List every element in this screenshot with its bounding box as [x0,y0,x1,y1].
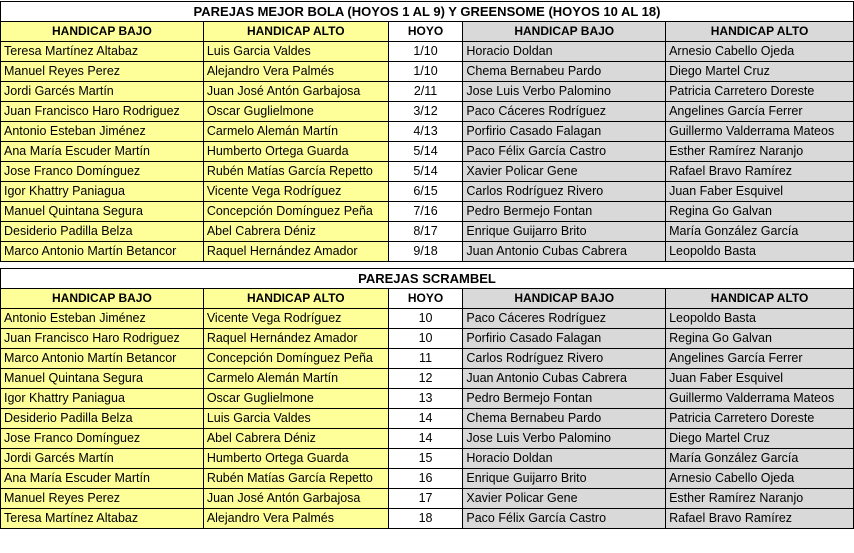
cell-hoyo[interactable]: 10 [388,329,463,349]
header-handicap-bajo-left[interactable]: HANDICAP BAJO [1,289,204,309]
cell-hoyo[interactable]: 14 [388,429,463,449]
cell-hoyo[interactable]: 7/16 [388,202,463,222]
cell-handicap-alto-left[interactable]: Concepción Domínguez Peña [203,202,388,222]
cell-hoyo[interactable]: 1/10 [388,62,463,82]
cell-handicap-bajo-right[interactable]: Jose Luis Verbo Palomino [463,82,666,102]
cell-handicap-bajo-right[interactable]: Juan Antonio Cubas Cabrera [463,369,666,389]
header-handicap-alto-left[interactable]: HANDICAP ALTO [203,289,388,309]
table-row [1,369,854,389]
section-scrambel-title[interactable]: PAREJAS SCRAMBEL [1,269,854,289]
header-hoyo[interactable]: HOYO [388,22,463,42]
cell-handicap-bajo-left[interactable]: Ana María Escuder Martín [1,469,204,489]
table-row [1,329,854,349]
cell-handicap-bajo-right[interactable]: Porfirio Casado Falagan [463,122,666,142]
cell-handicap-bajo-right[interactable]: Chema Bernabeu Pardo [463,62,666,82]
cell-handicap-alto-left[interactable]: Alejandro Vera Palmés [203,509,388,529]
cell-hoyo[interactable]: 6/15 [388,182,463,202]
cell-handicap-bajo-left[interactable]: Ana María Escuder Martín [1,142,204,162]
cell-handicap-alto-left[interactable]: Luis Garcia Valdes [203,409,388,429]
cell-handicap-bajo-right[interactable]: Carlos Rodríguez Rivero [463,349,666,369]
cell-handicap-alto-left[interactable]: Raquel Hernández Amador [203,329,388,349]
cell-handicap-bajo-left[interactable]: Manuel Quintana Segura [1,202,204,222]
cell-handicap-alto-left[interactable]: Juan José Antón Garbajosa [203,489,388,509]
cell-handicap-bajo-left[interactable]: Igor Khattry Paniagua [1,389,204,409]
table-row [1,429,854,449]
cell-handicap-bajo-left[interactable]: Manuel Quintana Segura [1,369,204,389]
cell-handicap-alto-right[interactable]: María González García [666,222,854,242]
table-row [1,142,854,162]
cell-handicap-alto-left[interactable]: Abel Cabrera Déniz [203,429,388,449]
cell-handicap-alto-right[interactable]: Rafael Bravo Ramírez [666,162,854,182]
cell-hoyo[interactable]: 8/17 [388,222,463,242]
cell-handicap-alto-left[interactable]: Humberto Ortega Guarda [203,449,388,469]
cell-handicap-alto-left[interactable]: Rubén Matías García Repetto [203,469,388,489]
cell-handicap-bajo-right[interactable]: Paco Cáceres Rodríguez [463,309,666,329]
cell-hoyo[interactable]: 18 [388,509,463,529]
cell-handicap-bajo-left[interactable]: Marco Antonio Martín Betancor [1,349,204,369]
cell-handicap-bajo-right[interactable]: Enrique Guijarro Brito [463,469,666,489]
cell-handicap-bajo-right[interactable]: Paco Cáceres Rodríguez [463,102,666,122]
header-handicap-alto-right[interactable]: HANDICAP ALTO [666,289,854,309]
table-row [1,202,854,222]
spacer-row [1,262,854,269]
cell-handicap-alto-right[interactable]: Juan Faber Esquivel [666,182,854,202]
table-row [1,182,854,202]
cell-handicap-bajo-left[interactable]: Jose Franco Domínguez [1,429,204,449]
cell-hoyo[interactable]: 10 [388,309,463,329]
table-row [1,309,854,329]
section-mejor-bola-title[interactable]: PAREJAS MEJOR BOLA (HOYOS 1 AL 9) Y GREENSOME (HOYOS 10 AL 18) [1,2,854,22]
cell-handicap-bajo-left[interactable]: Marco Antonio Martín Betancor [1,242,204,262]
cell-handicap-bajo-left[interactable]: Teresa Martínez Altabaz [1,509,204,529]
cell-handicap-bajo-right[interactable]: Jose Luis Verbo Palomino [463,429,666,449]
cell-hoyo[interactable]: 4/13 [388,122,463,142]
table-row [1,349,854,369]
cell-handicap-bajo-left[interactable]: Desiderio Padilla Belza [1,409,204,429]
cell-handicap-bajo-left[interactable]: Manuel Reyes Perez [1,62,204,82]
section-mejor-bola-header-row [1,22,854,42]
table-row [1,409,854,429]
cell-hoyo[interactable]: 15 [388,449,463,469]
header-handicap-bajo-right[interactable]: HANDICAP BAJO [463,289,666,309]
cell-handicap-bajo-left[interactable]: Jose Franco Domínguez [1,162,204,182]
table-row [1,489,854,509]
cell-handicap-bajo-left[interactable]: Juan Francisco Haro Rodriguez [1,329,204,349]
table-row [1,242,854,262]
cell-hoyo[interactable]: 13 [388,389,463,409]
cell-handicap-bajo-left[interactable]: Jordi Garcés Martín [1,82,204,102]
header-hoyo[interactable]: HOYO [388,289,463,309]
cell-handicap-bajo-left[interactable]: Teresa Martínez Altabaz [1,42,204,62]
cell-handicap-alto-right[interactable]: Esther Ramírez Naranjo [666,489,854,509]
cell-handicap-alto-left[interactable]: Humberto Ortega Guarda [203,142,388,162]
table-row [1,222,854,242]
header-handicap-bajo-right[interactable]: HANDICAP BAJO [463,22,666,42]
cell-handicap-alto-right[interactable]: Regina Go Galvan [666,202,854,222]
cell-handicap-alto-left[interactable]: Vicente Vega Rodríguez [203,309,388,329]
cell-handicap-alto-right[interactable]: Rafael Bravo Ramírez [666,509,854,529]
table-row [1,389,854,409]
cell-handicap-bajo-right[interactable]: Pedro Bermejo Fontan [463,202,666,222]
section-scrambel-title-row [1,269,854,289]
cell-handicap-bajo-left[interactable]: Juan Francisco Haro Rodriguez [1,102,204,122]
cell-handicap-alto-right[interactable]: Guillermo Valderrama Mateos [666,122,854,142]
cell-handicap-alto-right[interactable]: Patricia Carretero Doreste [666,82,854,102]
cell-handicap-alto-left[interactable]: Carmelo Alemán Martín [203,122,388,142]
header-handicap-alto-left[interactable]: HANDICAP ALTO [203,22,388,42]
cell-handicap-bajo-right[interactable]: Enrique Guijarro Brito [463,222,666,242]
cell-handicap-bajo-right[interactable]: Carlos Rodríguez Rivero [463,182,666,202]
cell-handicap-alto-left[interactable]: Juan José Antón Garbajosa [203,82,388,102]
table-row [1,469,854,489]
table-row [1,42,854,62]
cell-handicap-bajo-left[interactable]: Manuel Reyes Perez [1,489,204,509]
header-handicap-bajo-left[interactable]: HANDICAP BAJO [1,22,204,42]
cell-handicap-alto-left[interactable]: Abel Cabrera Déniz [203,222,388,242]
cell-hoyo[interactable]: 2/11 [388,82,463,102]
cell-handicap-alto-right[interactable]: Angelines García Ferrer [666,349,854,369]
section-mejor-bola-title-row [1,2,854,22]
cell-handicap-bajo-right[interactable]: Paco Félix García Castro [463,509,666,529]
cell-handicap-bajo-right[interactable]: Xavier Policar Gene [463,489,666,509]
cell-handicap-bajo-right[interactable]: Horacio Doldan [463,42,666,62]
table-row [1,162,854,182]
cell-handicap-alto-right[interactable]: Angelines García Ferrer [666,102,854,122]
cell-handicap-bajo-left[interactable]: Igor Khattry Paniagua [1,182,204,202]
spacer-cell [1,262,854,269]
cell-handicap-alto-left[interactable]: Luis Garcia Valdes [203,42,388,62]
header-handicap-alto-right[interactable]: HANDICAP ALTO [666,22,854,42]
table-row [1,509,854,529]
table-row [1,122,854,142]
cell-hoyo[interactable]: 1/10 [388,42,463,62]
cell-handicap-bajo-right[interactable]: Xavier Policar Gene [463,162,666,182]
cell-handicap-alto-left[interactable]: Concepción Domínguez Peña [203,349,388,369]
cell-handicap-bajo-right[interactable]: Pedro Bermejo Fontan [463,389,666,409]
cell-handicap-alto-left[interactable]: Alejandro Vera Palmés [203,62,388,82]
cell-hoyo[interactable]: 16 [388,469,463,489]
cell-handicap-bajo-right[interactable]: Porfirio Casado Falagan [463,329,666,349]
cell-handicap-alto-right[interactable]: Diego Martel Cruz [666,62,854,82]
cell-handicap-alto-left[interactable]: Oscar Guglielmone [203,102,388,122]
cell-hoyo[interactable]: 3/12 [388,102,463,122]
pairings-table [0,1,854,529]
cell-hoyo[interactable]: 12 [388,369,463,389]
cell-hoyo[interactable]: 11 [388,349,463,369]
cell-handicap-bajo-left[interactable]: Antonio Esteban Jiménez [1,309,204,329]
cell-handicap-alto-left[interactable]: Rubén Matías García Repetto [203,162,388,182]
cell-handicap-alto-left[interactable]: Vicente Vega Rodríguez [203,182,388,202]
table-row [1,102,854,122]
cell-handicap-alto-right[interactable]: Arnesio Cabello Ojeda [666,469,854,489]
table-row [1,82,854,102]
cell-hoyo[interactable]: 14 [388,409,463,429]
table-row [1,449,854,469]
cell-handicap-alto-right[interactable]: Guillermo Valderrama Mateos [666,389,854,409]
cell-hoyo[interactable]: 9/18 [388,242,463,262]
cell-handicap-alto-right[interactable]: Juan Faber Esquivel [666,369,854,389]
cell-handicap-alto-left[interactable]: Oscar Guglielmone [203,389,388,409]
cell-handicap-bajo-left[interactable]: Antonio Esteban Jiménez [1,122,204,142]
cell-hoyo[interactable]: 17 [388,489,463,509]
cell-hoyo[interactable]: 5/14 [388,142,463,162]
cell-handicap-alto-right[interactable]: Patricia Carretero Doreste [666,409,854,429]
cell-handicap-bajo-right[interactable]: Horacio Doldan [463,449,666,469]
cell-handicap-alto-right[interactable]: Esther Ramírez Naranjo [666,142,854,162]
cell-handicap-bajo-left[interactable]: Desiderio Padilla Belza [1,222,204,242]
cell-handicap-bajo-left[interactable]: Jordi Garcés Martín [1,449,204,469]
cell-handicap-bajo-right[interactable]: Paco Félix García Castro [463,142,666,162]
cell-handicap-bajo-right[interactable]: Chema Bernabeu Pardo [463,409,666,429]
cell-handicap-alto-left[interactable]: Raquel Hernández Amador [203,242,388,262]
cell-hoyo[interactable]: 5/14 [388,162,463,182]
cell-handicap-alto-right[interactable]: Diego Martel Cruz [666,429,854,449]
table-row [1,62,854,82]
section-scrambel-header-row [1,289,854,309]
cell-handicap-alto-right[interactable]: Leopoldo Basta [666,242,854,262]
cell-handicap-alto-right[interactable]: María González García [666,449,854,469]
cell-handicap-alto-left[interactable]: Carmelo Alemán Martín [203,369,388,389]
cell-handicap-alto-right[interactable]: Regina Go Galvan [666,329,854,349]
cell-handicap-bajo-right[interactable]: Juan Antonio Cubas Cabrera [463,242,666,262]
cell-handicap-alto-right[interactable]: Arnesio Cabello Ojeda [666,42,854,62]
cell-handicap-alto-right[interactable]: Leopoldo Basta [666,309,854,329]
